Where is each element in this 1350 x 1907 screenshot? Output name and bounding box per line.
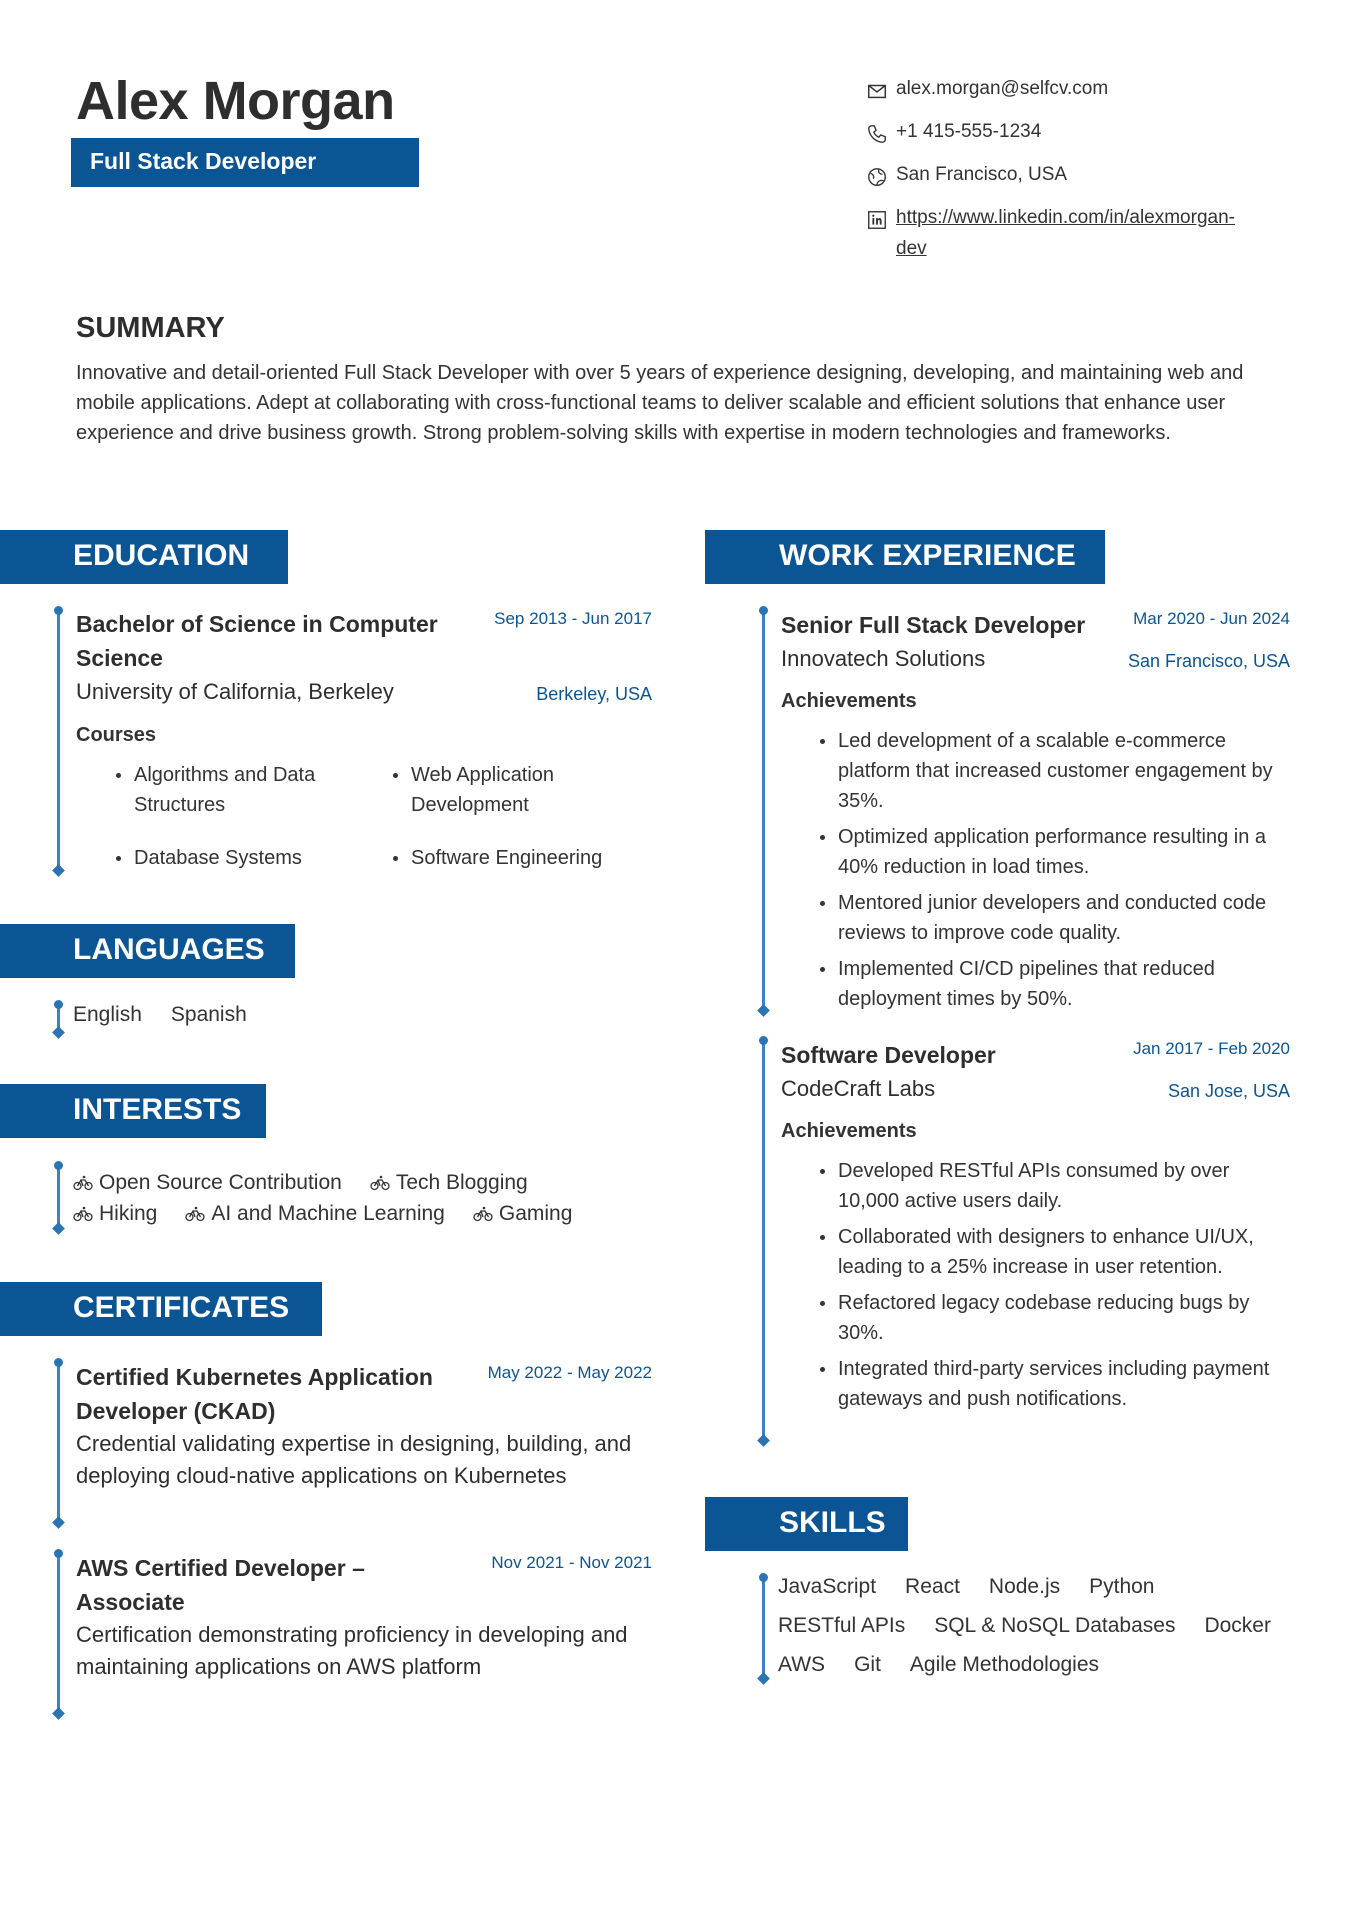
linkedin-link[interactable] [896, 202, 1235, 264]
achievement-item: Refactored legacy codebase reducing bugs by 30%. [812, 1288, 1292, 1348]
education-location: Berkeley, USA [536, 684, 652, 704]
job-1-achievements [812, 726, 1297, 1014]
course-item: Database Systems [108, 843, 353, 873]
job-1-timeline [762, 610, 765, 1010]
language-item: English [73, 1003, 142, 1026]
skill-item: React [905, 1575, 960, 1598]
skill-item: RESTful APIs [778, 1614, 906, 1637]
certificate-2-title: AWS Certified Developer – Associate [76, 1555, 365, 1615]
job-2-achievements-label: Achievements [781, 1120, 917, 1142]
linkedin-link-line1: https://www.linkedin.com/in/alexmorgan- [896, 207, 1235, 228]
certificate-1-desc: Credential validating expertise in designing, building, and deploying cloud-native applications on Kubernetes [76, 1431, 632, 1488]
interests-timeline [57, 1165, 60, 1228]
achievement-item: Developed RESTful APIs consumed by over 10,000 active users daily. [812, 1156, 1292, 1216]
summary-text: Innovative and detail-oriented Full Stack Developer with over 5 years of experience designing, developing, and maintaining web and mobile applications. Adept at collaborating with cross-functional teams to deliver scalable and efficient solutions that enhance user experience and drive business growth. Strong problem-solving skills with expertise in modern technologies and frameworks. [76, 362, 1244, 444]
phone-icon [866, 123, 888, 145]
achievement-item: Integrated third-party services including payment gateways and push notifications. [812, 1354, 1292, 1414]
skill-item: Python [1089, 1575, 1155, 1598]
job-2-dates: Jan 2017 - Feb 2020 [1133, 1039, 1290, 1058]
interest-label: Tech Blogging [395, 1170, 528, 1194]
job-1-company: Innovatech Solutions [781, 646, 986, 671]
course-item: Web Application Development [385, 760, 650, 820]
skill-item: AWS [778, 1653, 826, 1676]
contact-phone [866, 121, 1296, 164]
linkedin-link-line2: dev [896, 238, 927, 259]
job-1-achievements-label: Achievements [781, 690, 917, 712]
bicycle-icon [473, 1206, 493, 1222]
certificate-2-desc: Certification demonstrating proficiency in developing and maintaining applications on AWS platform [76, 1622, 628, 1679]
skill-item: Agile Methodologies [909, 1653, 1100, 1676]
job-1-location: San Francisco, USA [1127, 651, 1290, 671]
education-timeline [57, 610, 60, 870]
skill-item: JavaScript [778, 1575, 877, 1598]
job-1-dates: Mar 2020 - Jun 2024 [1133, 609, 1290, 628]
linkedin-icon [866, 209, 888, 231]
courses-col-1 [108, 760, 353, 873]
achievement-item: Led development of a scalable e-commerce platform that increased customer engagement by 35%. [812, 726, 1297, 816]
achievement-item: Optimized application performance resulting in a 40% reduction in load times. [812, 822, 1297, 882]
contact-location [866, 164, 1296, 207]
interest-item [185, 1202, 445, 1226]
job-title-banner: Full Stack Developer [71, 138, 419, 187]
bicycle-icon [73, 1175, 93, 1191]
certificate-2-dates: Nov 2021 - Nov 2021 [491, 1553, 652, 1572]
interest-label: Open Source Contribution [99, 1170, 342, 1194]
certificate-2-timeline [57, 1553, 60, 1713]
candidate-name: Alex Morgan [76, 71, 395, 131]
skills-timeline [762, 1577, 765, 1678]
achievement-item: Collaborated with designers to enhance UI/UX, leading to a 25% increase in user retention. [812, 1222, 1292, 1282]
language-item: Spanish [170, 1003, 247, 1026]
skills-heading: SKILLS [705, 1497, 908, 1551]
interest-item [73, 1202, 157, 1226]
education-heading: EDUCATION [0, 530, 288, 584]
interest-label: AI and Machine Learning [211, 1202, 445, 1225]
skill-item: SQL & NoSQL Databases [934, 1614, 1176, 1637]
bicycle-icon [370, 1175, 390, 1191]
certificate-1-dates: May 2022 - May 2022 [487, 1363, 652, 1382]
globe-icon [866, 166, 888, 188]
contact-block [866, 78, 1296, 267]
contact-email [866, 78, 1296, 121]
job-2-timeline [762, 1040, 765, 1440]
interests-heading: INTERESTS [0, 1084, 266, 1138]
courses-col-2 [385, 760, 650, 873]
interest-label: Hiking [99, 1202, 158, 1225]
location-text: San Francisco, USA [896, 164, 1068, 185]
certificate-1-title: Certified Kubernetes Application Developer (CKAD) [76, 1364, 433, 1424]
job-2-company: CodeCraft Labs [781, 1076, 936, 1101]
work-experience-heading: WORK EXPERIENCE [705, 530, 1105, 584]
phone-text[interactable]: +1 415-555-1234 [896, 121, 1042, 142]
skill-item: Git [854, 1653, 881, 1676]
certificate-1-timeline [57, 1362, 60, 1522]
interest-item [473, 1202, 573, 1226]
bicycle-icon [73, 1206, 93, 1222]
certificates-heading: CERTIFICATES [0, 1282, 322, 1336]
achievement-item: Implemented CI/CD pipelines that reduced deployment times by 50%. [812, 954, 1297, 1014]
interest-label: Gaming [498, 1202, 573, 1225]
contact-linkedin [866, 207, 1296, 267]
languages-list [73, 1003, 247, 1027]
education-dates: Sep 2013 - Jun 2017 [494, 609, 652, 628]
skills-list [778, 1575, 1298, 1677]
education-school: University of California, Berkeley [76, 679, 394, 704]
job-2-location: San Jose, USA [1167, 1081, 1290, 1101]
courses-label: Courses [76, 724, 157, 746]
languages-heading: LANGUAGES [0, 924, 295, 978]
job-1-title: Senior Full Stack Developer [781, 612, 1086, 638]
languages-timeline [57, 1004, 60, 1032]
education-degree: Bachelor of Science in Computer Science [76, 611, 438, 671]
skill-item: Node.js [988, 1575, 1061, 1598]
email-text[interactable]: alex.morgan@selfcv.com [896, 78, 1109, 99]
interest-item [370, 1163, 528, 1202]
bicycle-icon [185, 1206, 205, 1222]
mail-icon [866, 80, 888, 102]
course-item: Software Engineering [385, 843, 650, 873]
course-item: Algorithms and Data Structures [108, 760, 353, 820]
achievement-item: Mentored junior developers and conducted code reviews to improve code quality. [812, 888, 1297, 948]
summary-heading: SUMMARY [76, 312, 225, 344]
interest-item [73, 1163, 342, 1202]
job-2-achievements [812, 1156, 1292, 1414]
job-2-title: Software Developer [781, 1042, 996, 1068]
interests-list [73, 1163, 673, 1226]
skill-item: Docker [1204, 1614, 1271, 1637]
